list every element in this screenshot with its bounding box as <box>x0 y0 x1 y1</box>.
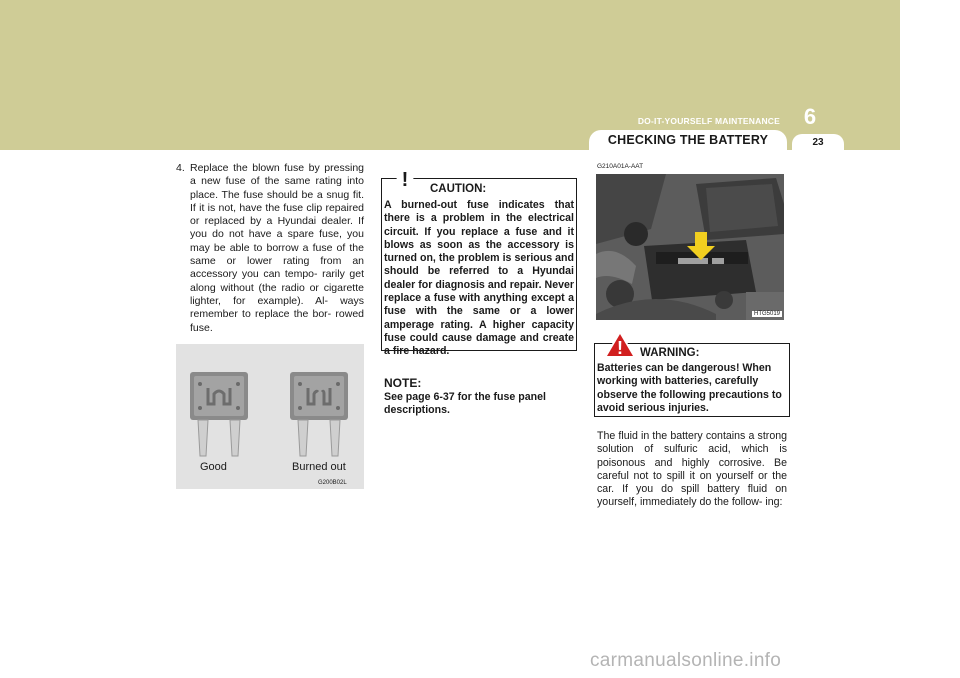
note-title: NOTE: <box>384 376 422 390</box>
battery-fluid-text: The fluid in the battery contains a strong solution of sulfuric acid, which is poisonous and highly corrosive. Be careful not to spill it on yourself or the car. If you do spill battery fluid on yourself, immediately do the follow- ing: <box>597 430 787 509</box>
caution-icon <box>389 163 421 196</box>
fuse-burned-label: Burned out <box>292 461 346 473</box>
warning-icon <box>603 329 637 364</box>
figure-code: G210A01A-AAT <box>597 163 644 170</box>
step-4 <box>176 162 364 335</box>
caution-text: A burned-out fuse indicates that there is a problem in the electrical circuit. If you replace a fuse and it blows as soon as the accessory is turned on, the problem is serious and should be referred to a Hyundai dealer for diagnosis and repair. Never replace a fuse with anything except a fuse with the same or a lower amperage rating. A higher capacity fuse could cause damage and create a fire hazard. <box>384 199 574 358</box>
figure-code: G200B02L <box>318 480 347 486</box>
page-number: 23 <box>812 137 824 148</box>
chapter-number: 6 <box>803 104 817 129</box>
battery-photo <box>596 174 784 320</box>
note-text: See page 6-37 for the fuse panel descriptions. <box>384 391 546 417</box>
fuse-good-label: Good <box>200 461 227 473</box>
section-label: DO-IT-YOURSELF MAINTENANCE <box>637 116 780 126</box>
page-title: CHECKING THE BATTERY <box>607 133 769 147</box>
caution-title: CAUTION: <box>430 183 487 195</box>
good-fuse-illustration <box>190 372 248 456</box>
watermark: carmanualsonline.info <box>590 650 782 671</box>
header-band <box>0 0 900 150</box>
warning-title: WARNING: <box>640 347 700 359</box>
warning-text: Batteries can be dangerous! When working with batteries, carefully observe the following precautions to avoid serious injuries. <box>597 362 782 414</box>
burned-fuse-illustration <box>290 372 348 456</box>
caution-icon-glyph: ! <box>401 169 409 191</box>
step-number: 4. <box>176 162 185 174</box>
image-code: HTG5019 <box>754 311 781 317</box>
step-text: Replace the blown fuse by pressing a new fuse of the same rating into place. The fuse should be a snug fit. If it is not, have the fuse clip repaired or replaced by a Hyundai dealer. If you do not have a spare fuse, you may be able to borrow a fuse of the same or lower rating from an accessory you can tempo- rarily get along without (the radio or cigarette lighter, for example). Al- ways remember to replace the bor- rowed fuse. <box>190 162 364 334</box>
warning-icon-glyph: ! <box>617 338 623 358</box>
